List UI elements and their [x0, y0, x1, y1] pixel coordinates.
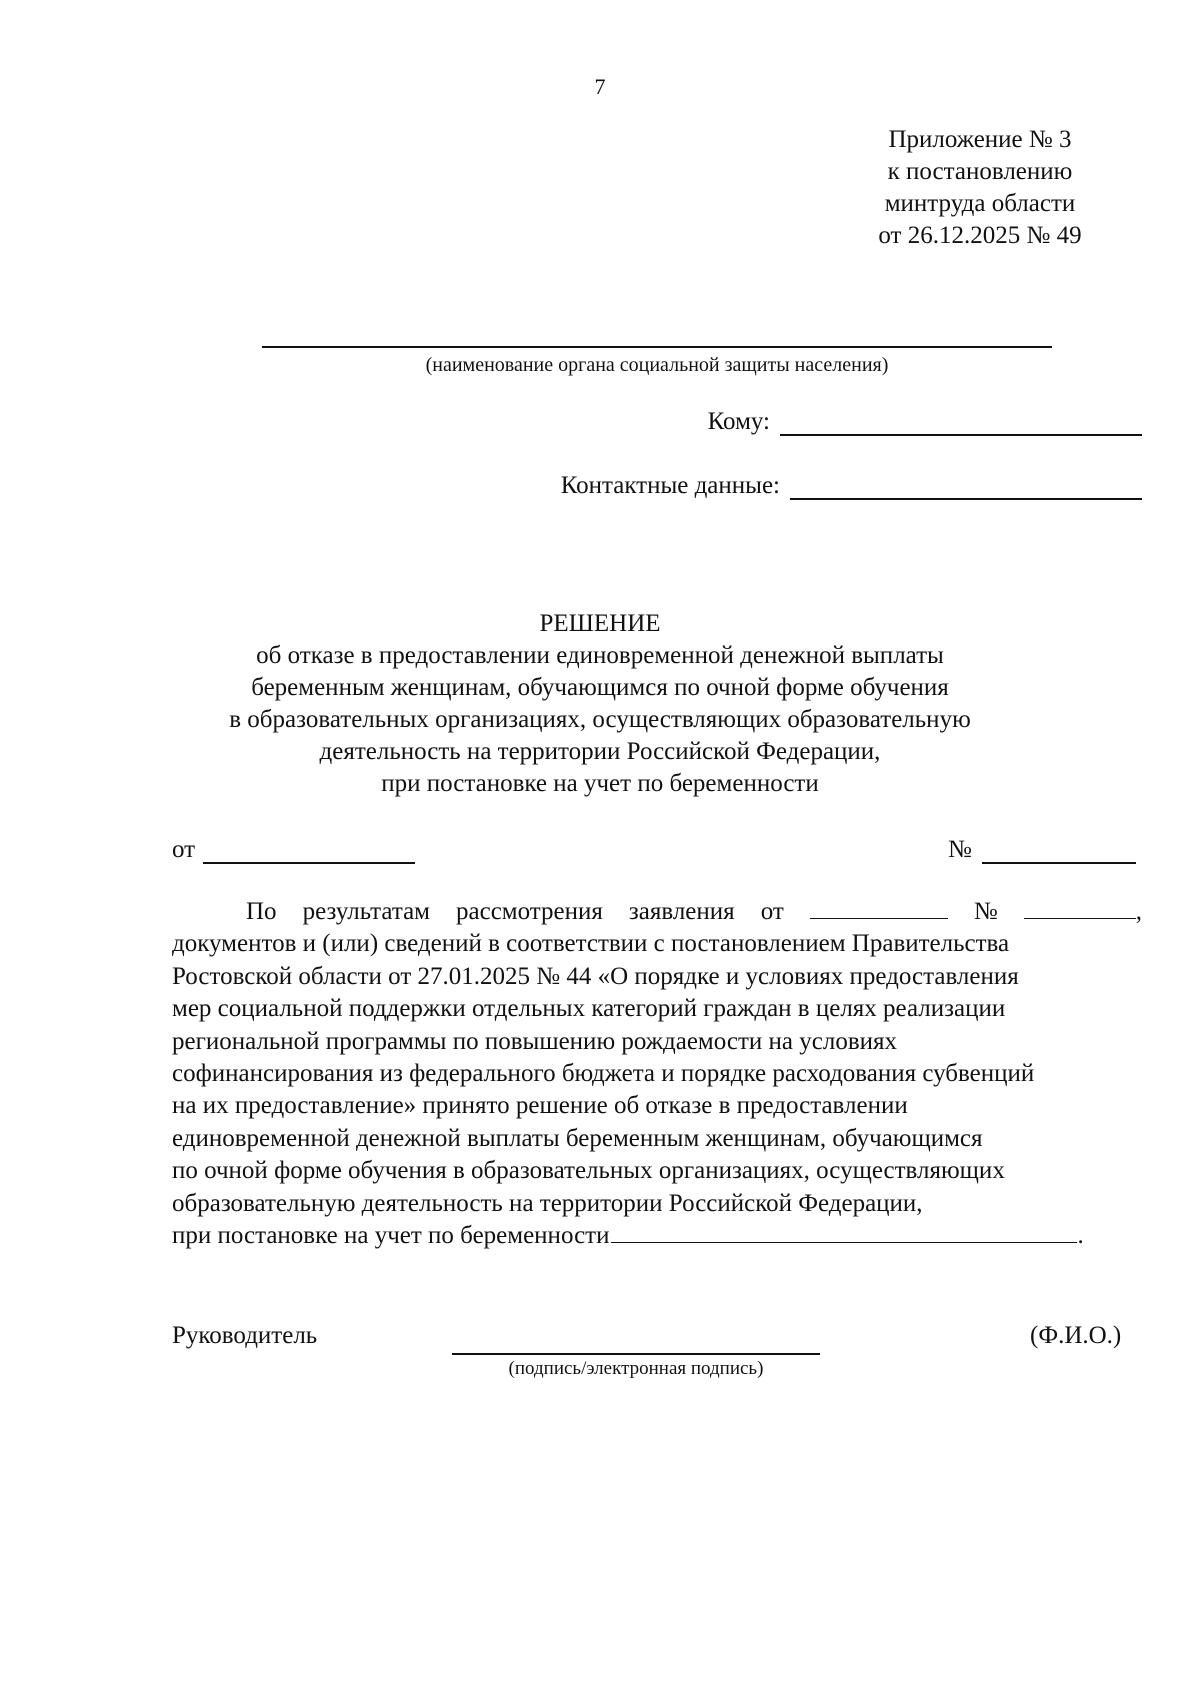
decision-heading: РЕШЕНИЕ [539, 610, 661, 637]
org-name-line [262, 346, 1052, 348]
decision-subtitle-line: при постановке на учет по беременности [381, 770, 819, 797]
decision-subtitle-line: об отказе в предоставлении единовременной денежной выплаты [256, 642, 944, 669]
decision-body [172, 896, 1142, 1252]
appendix-line: к постановлению [887, 158, 1073, 185]
decision-date-blank [203, 838, 415, 864]
decision-subtitle-line: в образовательных организациях, осуществляющих образовательную [229, 706, 971, 733]
application-number-blank [1024, 896, 1136, 919]
body-line: По результатам рассмотрения заявления от № , [172, 896, 1142, 928]
appendix-line: минтруда области [884, 190, 1076, 217]
page-number: 7 [594, 74, 606, 99]
decision-number-label: № [948, 836, 972, 863]
body-line: Ростовской области от 27.01.2025 № 44 «О порядке и условиях предоставления [172, 962, 1019, 990]
body-line: мер социальной поддержки отдельных категорий граждан в целях реализации [172, 995, 1006, 1023]
org-name-caption: (наименование органа социальной защиты населения) [425, 354, 889, 376]
decision-date-row [172, 836, 415, 864]
decision-subtitle-line: деятельность на территории Российской Федерации, [319, 738, 881, 765]
decision-title [150, 608, 1050, 800]
appendix-line: Приложение № 3 [888, 126, 1072, 153]
signature-line [452, 1353, 820, 1355]
body-line: при постановке на учет по беременности . [172, 1221, 1084, 1249]
application-number-group: , [1024, 896, 1142, 928]
contacts-blank-line [790, 472, 1142, 500]
to-label: Кому: [707, 408, 770, 435]
to-blank-line [780, 408, 1142, 436]
body-line: софинансирования из федерального бюджета и порядке расходования субвенций [172, 1059, 1035, 1087]
decision-number-blank [982, 838, 1136, 864]
body-line: на их предоставление» принято решение об отказе в предоставлении [172, 1092, 908, 1120]
fio-label: (Ф.И.О.) [1030, 1322, 1122, 1349]
decision-subtitle-line: беременным женщинам, обучающимся по очной форме обучения [251, 674, 949, 701]
signer-label: Руководитель [172, 1322, 318, 1349]
refusal-reason-blank [611, 1220, 1077, 1243]
contacts-field-row [561, 472, 1142, 500]
decision-number-row [948, 836, 1136, 864]
contacts-label: Контактные данные: [560, 472, 780, 499]
decision-date-label: от [172, 836, 196, 863]
body-line: документов и (или) сведений в соответствии с постановлением Правительства [172, 930, 1010, 958]
body-line: региональной программы по повышению рождаемости на условиях [172, 1027, 897, 1055]
signature-caption: (подпись/электронная подпись) [508, 1358, 764, 1379]
appendix-block [820, 124, 1140, 252]
application-date-blank [810, 896, 948, 919]
appendix-line: от 26.12.2025 № 49 [878, 222, 1082, 249]
body-line: по очной форме обучения в образовательных организациях, осуществляющих [172, 1157, 1005, 1185]
body-line: единовременной денежной выплаты беременным женщинам, обучающимся [172, 1124, 983, 1152]
to-field-row [708, 408, 1142, 436]
body-line: образовательную деятельность на территории Российской Федерации, [172, 1189, 923, 1217]
